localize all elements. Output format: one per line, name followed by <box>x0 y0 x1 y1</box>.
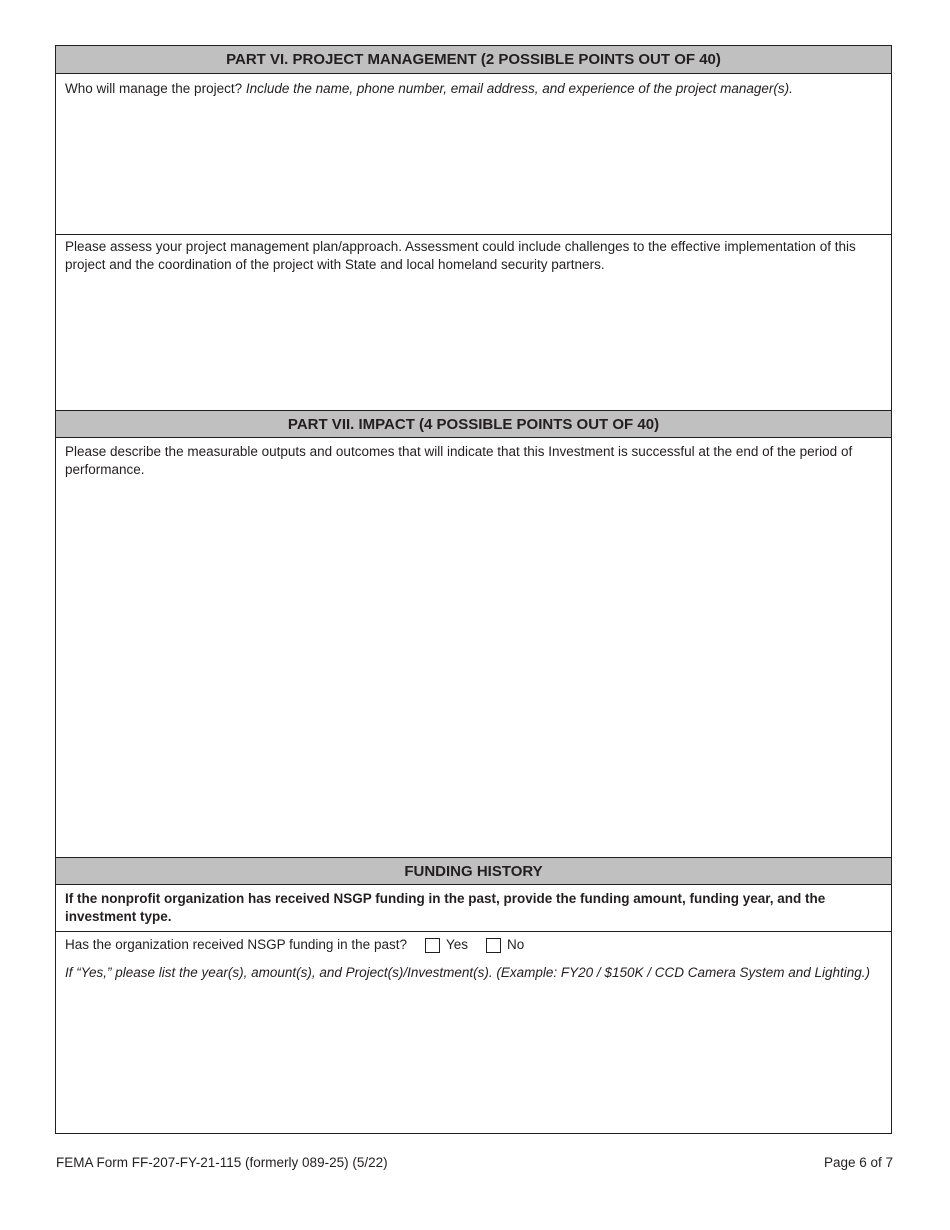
project-management-plan-answer-field[interactable] <box>65 278 883 406</box>
funding-history-header: FUNDING HISTORY <box>56 857 891 885</box>
no-checkbox[interactable] <box>486 938 501 953</box>
part-vi-header: PART VI. PROJECT MANAGEMENT (2 POSSIBLE POINTS OUT OF 40) <box>56 46 891 74</box>
divider <box>56 931 891 932</box>
impact-answer-field[interactable] <box>65 483 883 853</box>
impact-prompt: Please describe the measurable outputs and outcomes that will indicate that this Investment is successful at the end of the period of performance. <box>65 444 853 477</box>
funding-history-instruction: If the nonprofit organization has received NSGP funding in the past, provide the funding amount, funding year, and the investment type. <box>65 891 826 924</box>
yes-checkbox[interactable] <box>425 938 440 953</box>
funding-details-prompt: If “Yes,” please list the year(s), amount(s), and Project(s)/Investment(s). (Example: FY20 / $150K / CCD Camera System and Lighting.) <box>65 965 871 980</box>
project-manager-answer-field[interactable] <box>65 102 883 230</box>
project-management-plan-prompt: Please assess your project management plan/approach. Assessment could include challenges to the effective implementation of this project and the coordination of the project with State and local homeland security partners. <box>65 239 856 272</box>
nsgp-funding-question-row <box>65 936 883 954</box>
project-manager-instruction: Include the name, phone number, email address, and experience of the project manager(s). <box>245 81 793 96</box>
divider <box>56 234 891 235</box>
nsgp-funding-question: Has the organization received NSGP funding in the past? <box>65 937 407 952</box>
project-manager-prompt <box>65 80 883 98</box>
project-manager-question: Who will manage the project? <box>65 81 246 96</box>
funding-details-answer-field[interactable] <box>65 1004 883 1128</box>
form-identifier: FEMA Form FF-207-FY-21-115 (formerly 089-25) (5/22) <box>56 1155 388 1170</box>
form-frame <box>55 45 892 1134</box>
yes-label: Yes <box>445 937 468 952</box>
part-vii-header: PART VII. IMPACT (4 POSSIBLE POINTS OUT OF 40) <box>56 410 891 438</box>
no-label: No <box>507 937 525 952</box>
page-number: Page 6 of 7 <box>823 1155 893 1170</box>
